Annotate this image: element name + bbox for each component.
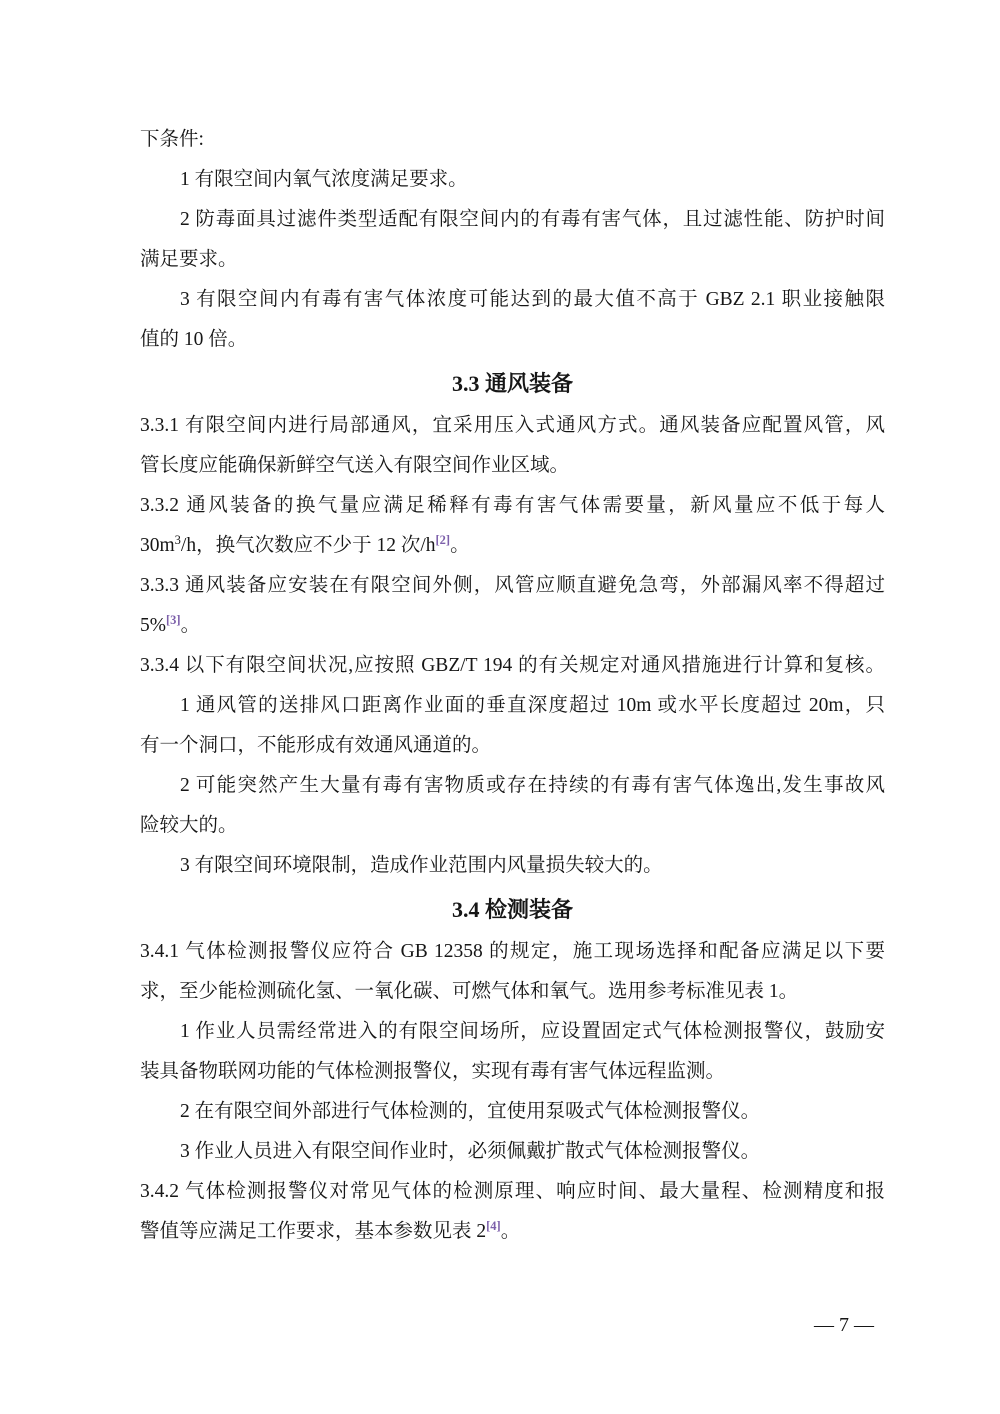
clause-3-3-3-line-2-period: 。	[180, 615, 201, 636]
clause-3-4-1-line-1: 3.4.1 气体检测报警仪应符合 GB 12358 的规定，施工现场选择和配备应满足以下要	[140, 941, 885, 962]
clause-3-4-1-item-1-line-2: 装具备物联网功能的气体检测报警仪，实现有毒有害气体远程监测。	[140, 1061, 726, 1082]
clause-3-4-2-line-2-period: 。	[500, 1221, 521, 1242]
section-heading-3-4: 3.4 检测装备	[451, 897, 573, 922]
section-heading-3-3: 3.3 通风装备	[451, 371, 573, 396]
document-body	[140, 120, 885, 1252]
clause-3-3-4-item-2-line-1: 2 可能突然产生大量有毒有害物质或存在持续的有毒有害气体逸出,发生事故风	[180, 775, 885, 796]
clause-3-3-3-line-2	[140, 606, 885, 646]
clause-3-3-1-line-1: 3.3.1 有限空间内进行局部通风，宜采用压入式通风方式。通风装备应配置风管，风	[140, 415, 885, 436]
clause-3-3-4-item-1-line-2: 有一个洞口，不能形成有效通风通道的。	[140, 735, 492, 756]
clause-3-3-4-item-1-line-1: 1 通风管的送排风口距离作业面的垂直深度超过 10m 或水平长度超过 20m，只	[180, 695, 885, 716]
footnote-ref-4[interactable]: [4]	[486, 1219, 501, 1233]
clause-3-3-2-line-2-text: 30m	[140, 535, 175, 556]
page-number: — 7 —	[814, 1314, 874, 1336]
clause-3-3-4-item-2-line-2: 险较大的。	[140, 815, 238, 836]
clause-3-3-2-line-2	[140, 526, 885, 566]
intro-item-2-line-1: 2 防毒面具过滤件类型适配有限空间内的有毒有害气体，且过滤性能、防护时间	[180, 209, 885, 230]
clause-3-3-2-line-2-period: 。	[450, 535, 470, 556]
clause-3-4-1-line-2: 求，至少能检测硫化氢、一氧化碳、可燃气体和氧气。选用参考标准见表 1。	[140, 981, 799, 1002]
intro-item-3-line-1: 3 有限空间内有毒有害气体浓度可能达到的最大值不高于 GBZ 2.1 职业接触限	[180, 289, 885, 310]
intro-item-3-line-2: 值的 10 倍。	[140, 329, 248, 350]
intro-continuation-line: 下条件:	[140, 129, 204, 150]
clause-3-4-2-line-2-text: 警值等应满足工作要求，基本参数见表 2	[140, 1221, 487, 1242]
clause-3-3-2-line-2-text-mid: /h，换气次数应不少于 12 次/h	[180, 535, 436, 556]
clause-3-4-1-item-1-line-1: 1 作业人员需经常进入的有限空间场所，应设置固定式气体检测报警仪，鼓励安	[180, 1021, 885, 1042]
clause-3-4-2-line-1: 3.4.2 气体检测报警仪对常见气体的检测原理、响应时间、最大量程、检测精度和报	[140, 1181, 885, 1202]
clause-3-4-1-item-2: 2 在有限空间外部进行气体检测的，宜使用泵吸式气体检测报警仪。	[180, 1101, 761, 1122]
clause-3-3-2-line-1: 3.3.2 通风装备的换气量应满足稀释有毒有害气体需要量，新风量应不低于每人	[140, 495, 885, 516]
cubic-meter-superscript: 3	[174, 533, 181, 547]
clause-3-3-3-line-1: 3.3.3 通风装备应安装在有限空间外侧，风管应顺直避免急弯，外部漏风率不得超过	[140, 575, 885, 596]
clause-3-4-1-item-3: 3 作业人员进入有限空间作业时，必须佩戴扩散式气体检测报警仪。	[180, 1141, 761, 1162]
clause-3-4-2-line-2	[140, 1212, 885, 1252]
intro-item-2-line-2: 满足要求。	[140, 249, 238, 270]
clause-3-3-4-item-3: 3 有限空间环境限制，造成作业范围内风量损失较大的。	[180, 855, 663, 876]
clause-3-3-1-line-2: 管长度应能确保新鲜空气送入有限空间作业区域。	[140, 455, 570, 476]
footnote-ref-3[interactable]: [3]	[166, 613, 181, 627]
clause-3-3-3-line-2-text: 5%	[140, 615, 166, 636]
intro-item-1: 1 有限空间内氧气浓度满足要求。	[180, 169, 468, 190]
footnote-ref-2[interactable]: [2]	[435, 533, 451, 547]
clause-3-3-4-line-1: 3.3.4 以下有限空间状况,应按照 GBZ/T 194 的有关规定对通风措施进行计算和复核。	[140, 655, 885, 676]
